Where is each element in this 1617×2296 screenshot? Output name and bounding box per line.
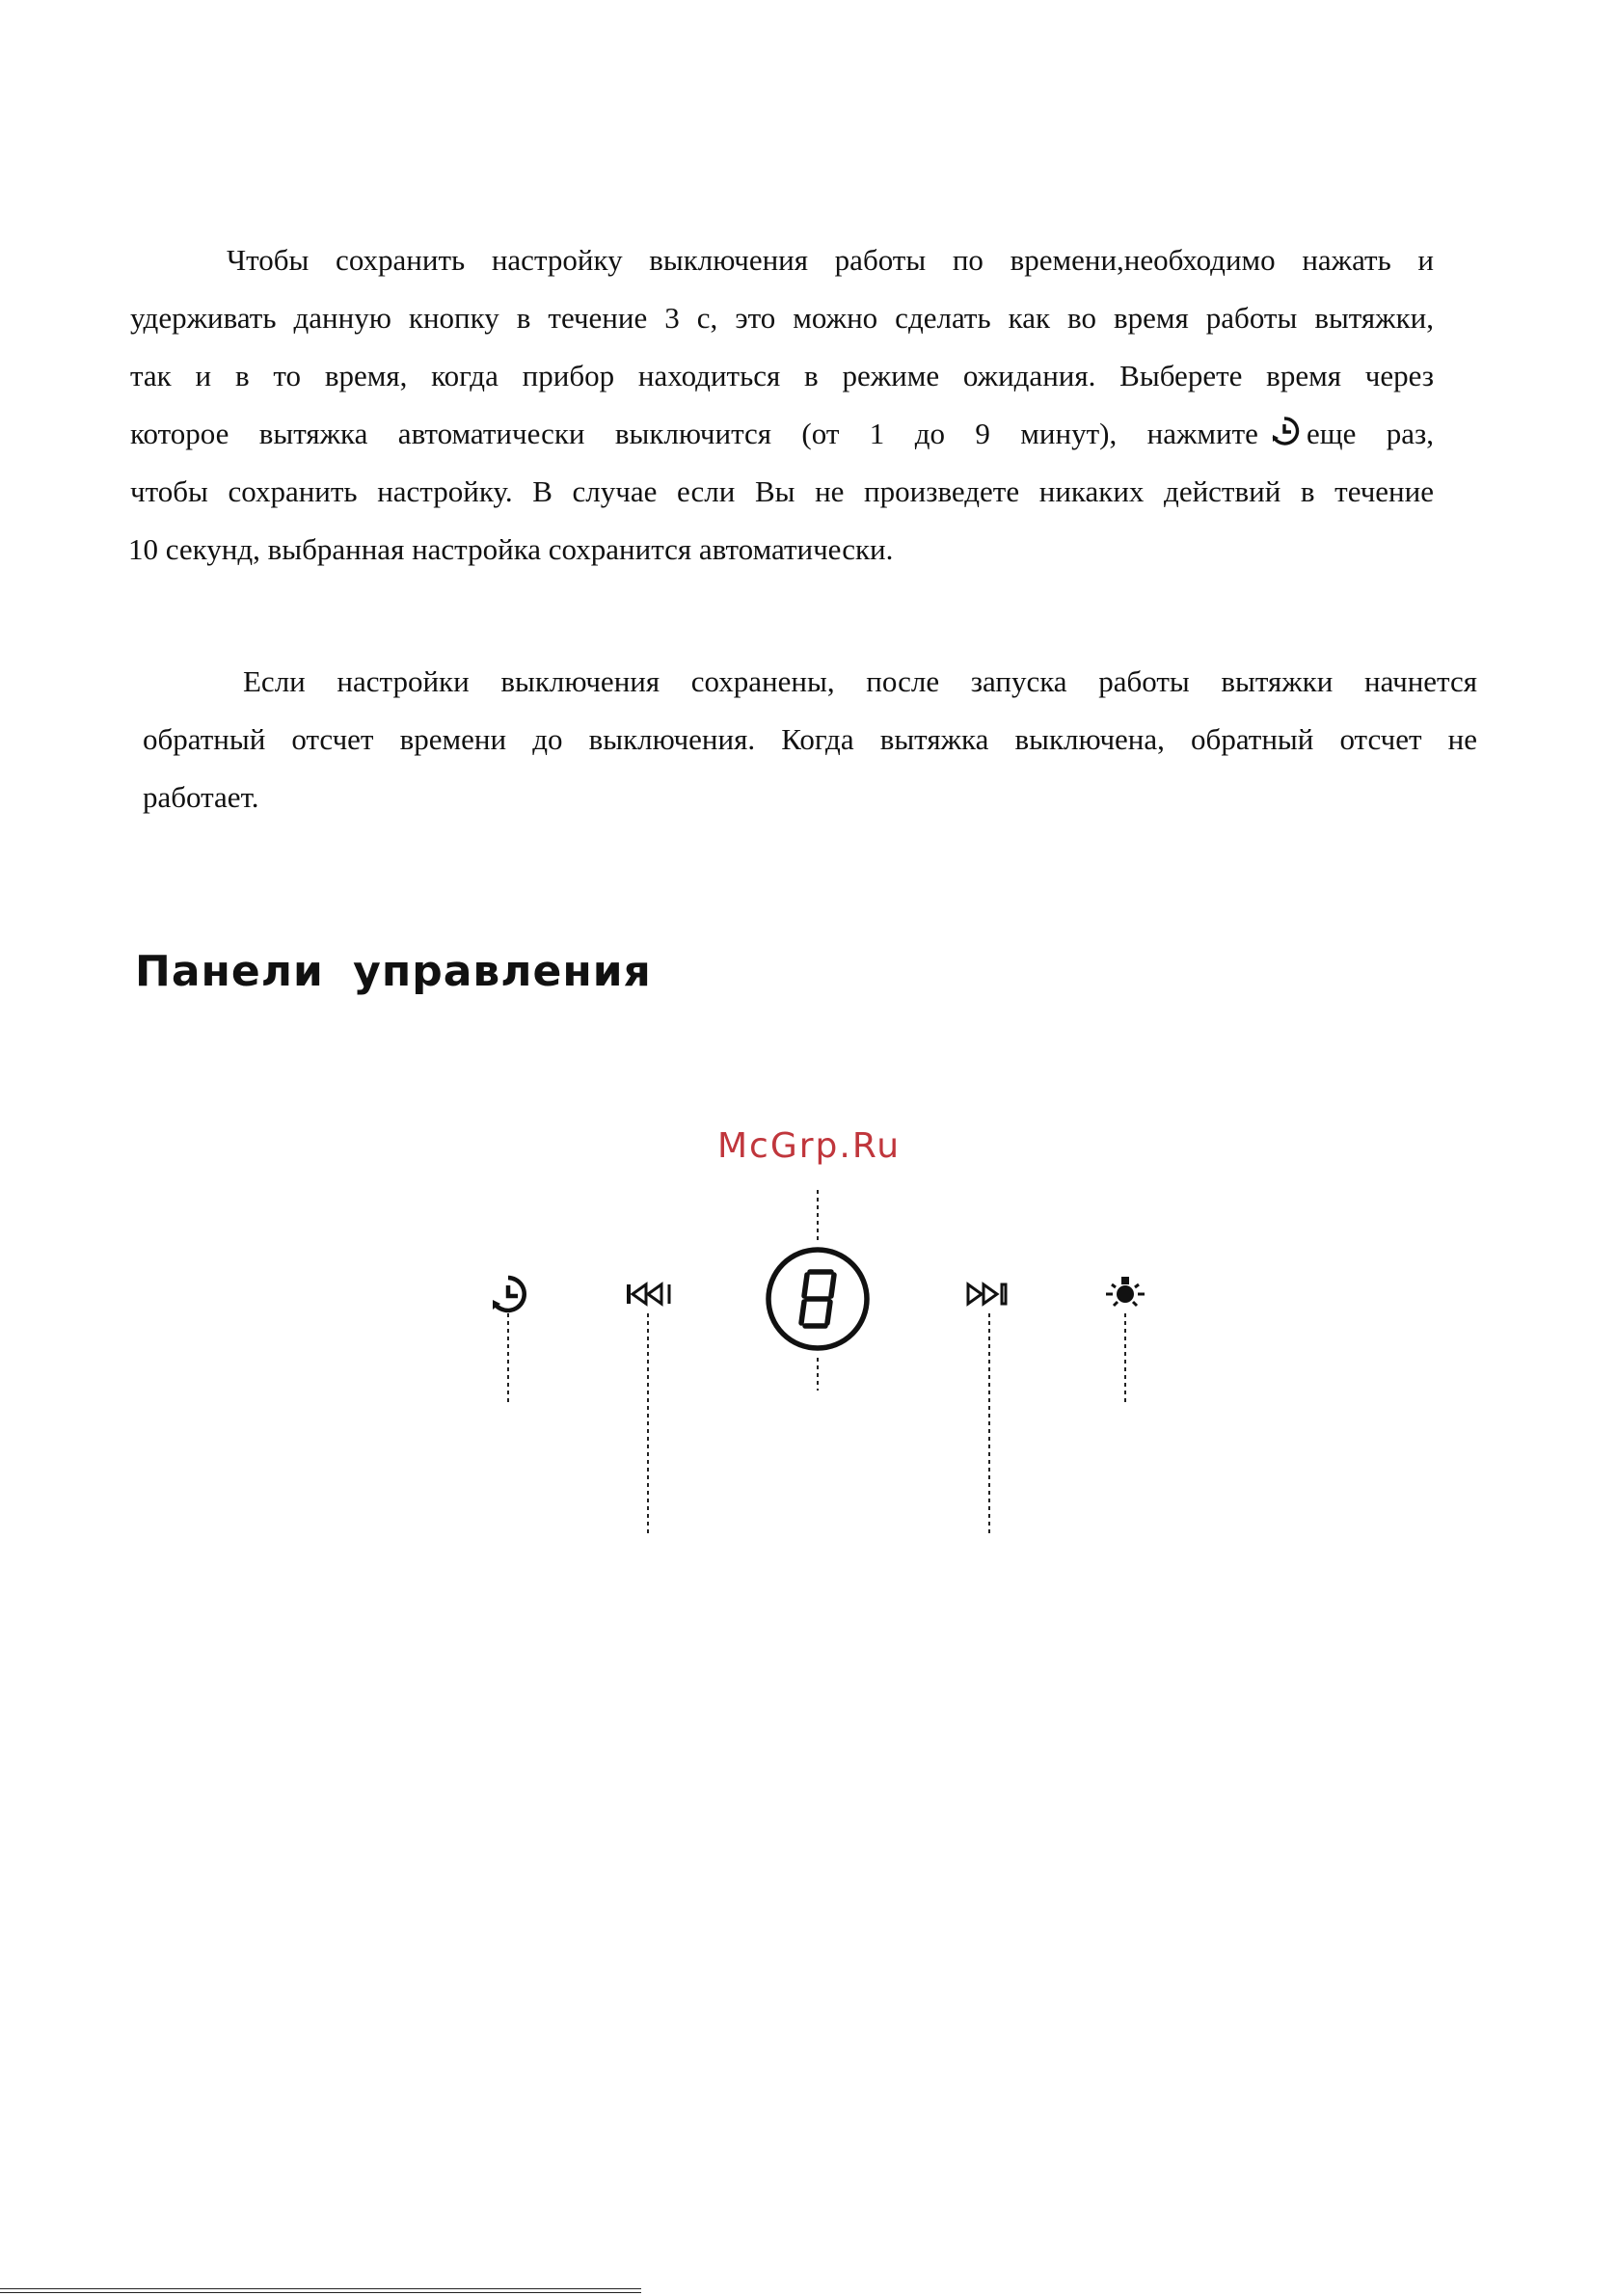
paragraph-line: Если настройки выключения сохранены, после запуска работы вытяжки начнется (243, 664, 1477, 698)
paragraph-line: работает. (143, 780, 259, 814)
paragraph-countdown-info (143, 653, 1477, 826)
watermark: McGrp.Ru (717, 1126, 902, 1166)
paragraph-line-with-icon (130, 405, 1434, 463)
timer-icon (1268, 409, 1301, 442)
paragraph-line: еще раз, (1306, 417, 1434, 450)
paragraph-line: Чтобы сохранить настройку выключения работы по времени,необходимо нажать и (227, 243, 1434, 277)
leader-lines (508, 1190, 1125, 1535)
paragraph-timer-instructions (130, 231, 1434, 579)
light-icon[interactable] (1106, 1277, 1145, 1306)
footer-divider (0, 2288, 641, 2293)
paragraph-line: удерживать данную кнопку в течение 3 с, это можно сделать как во время работы вытяжки, (130, 301, 1434, 335)
section-title: Панели управления (135, 947, 652, 996)
paragraph-line: 10 секунд, выбранная настройка сохранится автоматически. (128, 532, 894, 566)
next-icon[interactable] (968, 1284, 1006, 1304)
paragraph-line: которое вытяжка автоматически выключится (от 1 до 9 минут), нажмите (130, 417, 1258, 450)
paragraph-line: так и в то время, когда прибор находиться в режиме ожидания. Выберете время через (130, 359, 1434, 392)
seven-segment-digit (801, 1272, 834, 1326)
digit-display[interactable] (768, 1250, 867, 1348)
paragraph-line: обратный отсчет времени до выключения. Когда вытяжка выключена, обратный отсчет не (143, 722, 1477, 756)
timer-icon[interactable] (493, 1278, 525, 1310)
paragraph-line: чтобы сохранить настройку. В случае если Вы не произведете никаких действий в течение (130, 474, 1434, 508)
previous-icon[interactable] (627, 1284, 669, 1304)
